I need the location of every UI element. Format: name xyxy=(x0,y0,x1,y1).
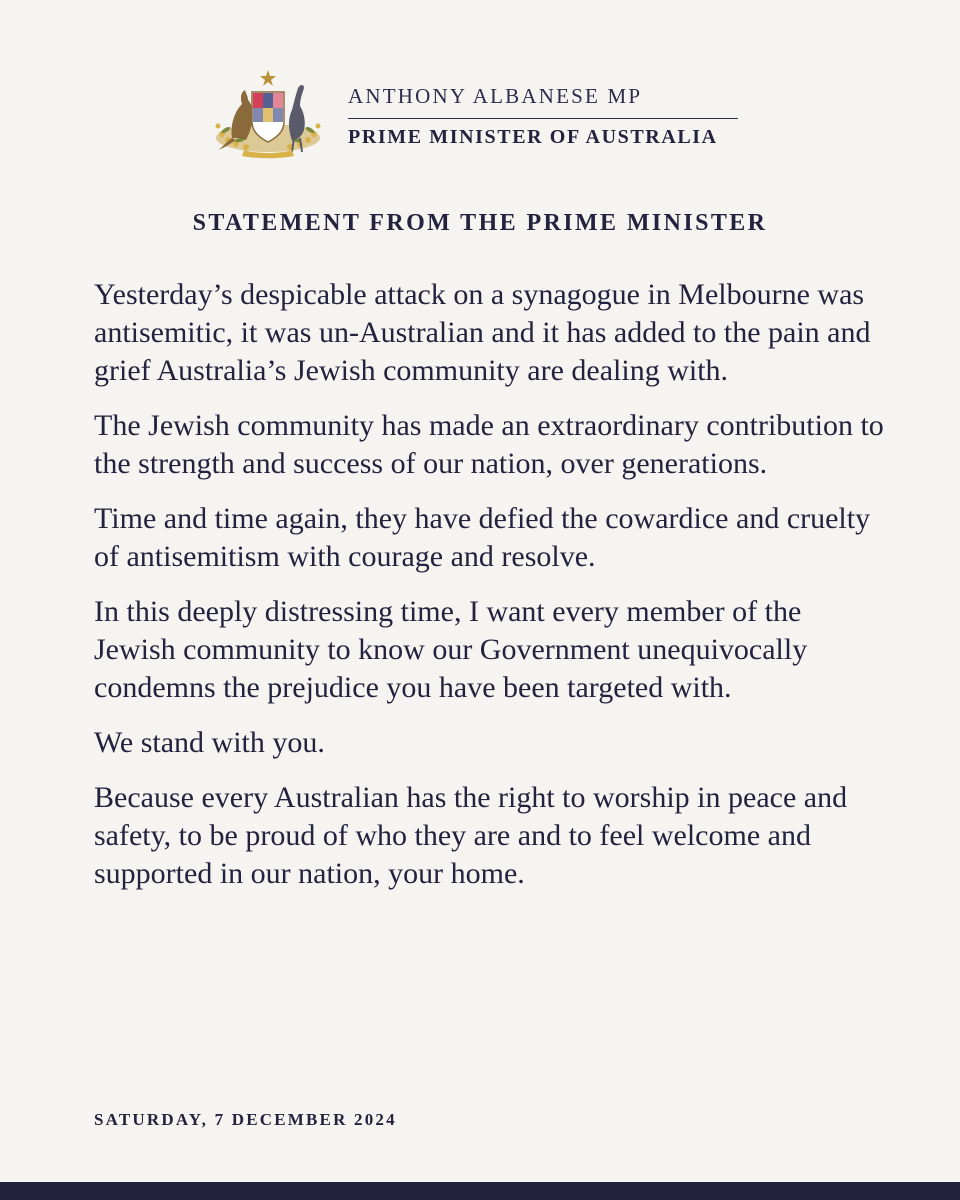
statement-paragraph: We stand with you. xyxy=(94,726,325,759)
statement-body xyxy=(94,276,884,910)
letterhead xyxy=(208,68,748,168)
statement-paragraph: In this deeply distressing time, I want every member of the Jewish community to know our Government unequivocally condemns the prejudice you have been targeted with. xyxy=(94,595,808,704)
statement-date: SATURDAY, 7 DECEMBER 2024 xyxy=(94,1110,397,1129)
statement-paragraph: The Jewish community has made an extraordinary contribution to the strength and success of our nation, over generations. xyxy=(94,409,884,480)
coat-of-arms-icon xyxy=(208,68,328,160)
letterhead-divider xyxy=(348,118,738,119)
footer-bar xyxy=(0,1182,960,1200)
letterhead-title: PRIME MINISTER OF AUSTRALIA xyxy=(348,126,718,148)
statement-paragraph: Time and time again, they have defied the cowardice and cruelty of antisemitism with courage and resolve. xyxy=(94,502,871,573)
letterhead-name: ANTHONY ALBANESE MP xyxy=(348,84,643,108)
statement-heading: STATEMENT FROM THE PRIME MINISTER xyxy=(192,210,768,236)
statement-paragraph: Because every Australian has the right to worship in peace and safety, to be proud of who they are and to feel welcome and supported in our nation, your home. xyxy=(94,781,848,890)
statement-paragraph: Yesterday’s despicable attack on a synagogue in Melbourne was antisemitic, it was un-Australian and it has added to the pain and grief Australia’s Jewish community are dealing with. xyxy=(94,278,871,387)
